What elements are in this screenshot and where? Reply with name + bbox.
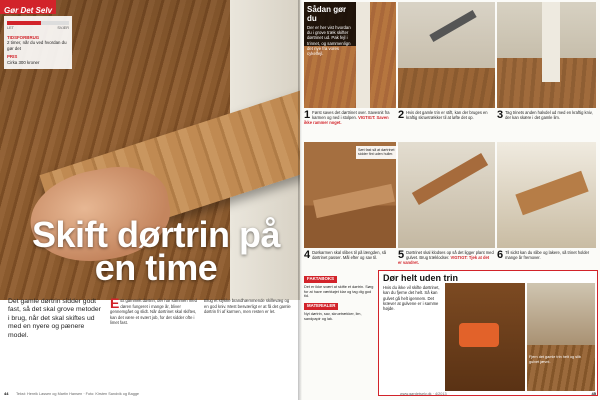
facts-sidebar — [304, 276, 374, 322]
dropcap: E — [110, 295, 120, 311]
website-footer: www.gørdetselv.dk · 4/2013 — [400, 392, 447, 396]
cost-label: PRIS — [7, 54, 18, 60]
body-column-1-text: Et gammelt dørtrin, der har sammen med døren fungeret i mange år, bliver gennemgået og slidt. Når dørtrinet skal skiftes, kan det være et svært job, for det sidder ofte i limet fast. — [110, 298, 197, 325]
gutter-shadow — [298, 0, 302, 400]
step-6-number: 6 — [497, 249, 504, 261]
threshold-board — [515, 171, 588, 216]
step-2-number: 2 — [398, 109, 405, 121]
body-column-2: Brug et stykke brandhæmmende skillevæg og en god kniv. Mest besværligt er at få det gamle dørtrin fri af karmen, men resten er let. — [204, 298, 291, 314]
facts-text: Det er ikke svært at skifte et dørtrin. Sørg for at have værktøjet klar og tag dig god tid. — [304, 284, 374, 299]
difficulty-low-label: LET — [7, 26, 14, 30]
drill-tool — [459, 323, 499, 347]
door-box-text: Hvis du ikke vil skifte dørtrinet, kan du fjerne det helt. Så kan gulvet gå helt igennem. Det kræver at gulvene er i samme højde. — [383, 285, 440, 312]
step-6-photo — [497, 142, 596, 248]
floor — [398, 68, 495, 108]
floor-photo — [527, 283, 595, 391]
materials-title: MATERIALER — [304, 303, 338, 310]
info-box — [4, 16, 72, 69]
floor — [527, 345, 595, 391]
page-number-right: 45 — [591, 391, 596, 396]
credits: Tekst: Henrik Lassen og Martin Hansen · Foto: Kirsten Sandvik og Bagge — [16, 392, 140, 396]
step-2-text: Hvis det gamle trin er stift, kan der bruges en kraftig skruetrækker til at løfte det op. — [406, 110, 488, 121]
page-number-left: 44 — [4, 391, 9, 396]
step-2-photo — [398, 2, 495, 108]
step-3-caption — [497, 110, 596, 120]
step-1-caption — [304, 110, 396, 125]
floor-photo-caption: Fjern det gamle trin helt og slib gulvet jævnt. — [529, 355, 581, 364]
door-box-title: Dør helt uden trin — [383, 273, 458, 283]
step-6-text: Til sidst kan du slibe og lakere, så trinet holder mange år fremover. — [505, 250, 590, 261]
cost-text: Cirka 300 kroner — [7, 59, 40, 65]
step-4-photo-caption: Sæt fast så at dørtrinet sidder fint uden huller. — [356, 146, 400, 159]
facts-title: FAKTABOKS — [304, 276, 337, 283]
step-1-tip: VIGTIGT: Saven ikke rammer noget. — [304, 115, 389, 126]
step-4-caption — [304, 250, 396, 260]
time-text: 2 timer, når du ved hvordan du gør det — [7, 40, 67, 51]
step-1-number: 1 — [304, 109, 311, 121]
drill-photo — [445, 283, 525, 391]
section-tab-label: Gør Det Selv — [4, 6, 53, 15]
steps-title: Sådan gør du — [307, 5, 347, 23]
intro-text: Det gamle dørtrin sidder godt fast, så det skal grove metoder i brug, når det skal skiftes ud med en nyere og pænere model. — [8, 298, 101, 339]
steps-intro: Der er her vist hvordan du i grove træk skifter dørtrinet ud. Pak fejl i trinnet, og sammenlign det nye fra vores cykelfejl. — [307, 25, 351, 57]
difficulty-labels — [7, 26, 69, 32]
step-5-caption — [398, 250, 494, 265]
right-page — [300, 0, 600, 400]
step-4-text: Dørkarmen skal slibes til på længden, så dørtrinet passer. Mål efter og sav til. — [312, 250, 387, 261]
step-3-text: Tag trinets anden halvdel ud med en kraftig kniv, der kan skære i det gamle lim. — [505, 110, 593, 121]
crowbar — [429, 10, 476, 42]
step-3-photo — [497, 2, 596, 108]
section-tab — [0, 0, 56, 14]
door-post — [356, 2, 370, 108]
body-column-1 — [110, 295, 198, 326]
step-6-caption — [497, 250, 596, 260]
difficulty-meter — [7, 21, 69, 25]
step-5-tip: VIGTIGT: Tjek at det er vandret. — [398, 255, 490, 266]
step-1-photo — [304, 2, 396, 108]
step-5-photo — [398, 142, 495, 248]
step-3-number: 3 — [497, 109, 504, 121]
door-without-threshold-box — [378, 270, 598, 396]
step-5-number: 5 — [398, 249, 405, 261]
difficulty-high-label: SVÆR — [57, 26, 69, 30]
headline: Skift dørtrin på en time — [31, 214, 280, 288]
materials-text: Nyt dørtrin, sav, skruetrækker, lim, sandpapir og lak. — [304, 311, 362, 321]
step-5-text: Dørtrinet skal klodses op så det ligger plant med gulvet. Brug træklodser. — [406, 250, 494, 261]
door-post — [542, 2, 560, 82]
time-label: TIDSFORBRUG — [7, 34, 40, 40]
step-2-caption — [398, 110, 494, 120]
threshold-board — [313, 184, 395, 218]
step-1-text: Først saves det dørtrinet over. Savesnit fra karmen og ned i stolpen. — [312, 110, 390, 121]
step-4-photo — [304, 142, 396, 248]
step-4-number: 4 — [304, 249, 311, 261]
steps-intro-box — [304, 2, 356, 57]
threshold-board — [412, 153, 488, 205]
